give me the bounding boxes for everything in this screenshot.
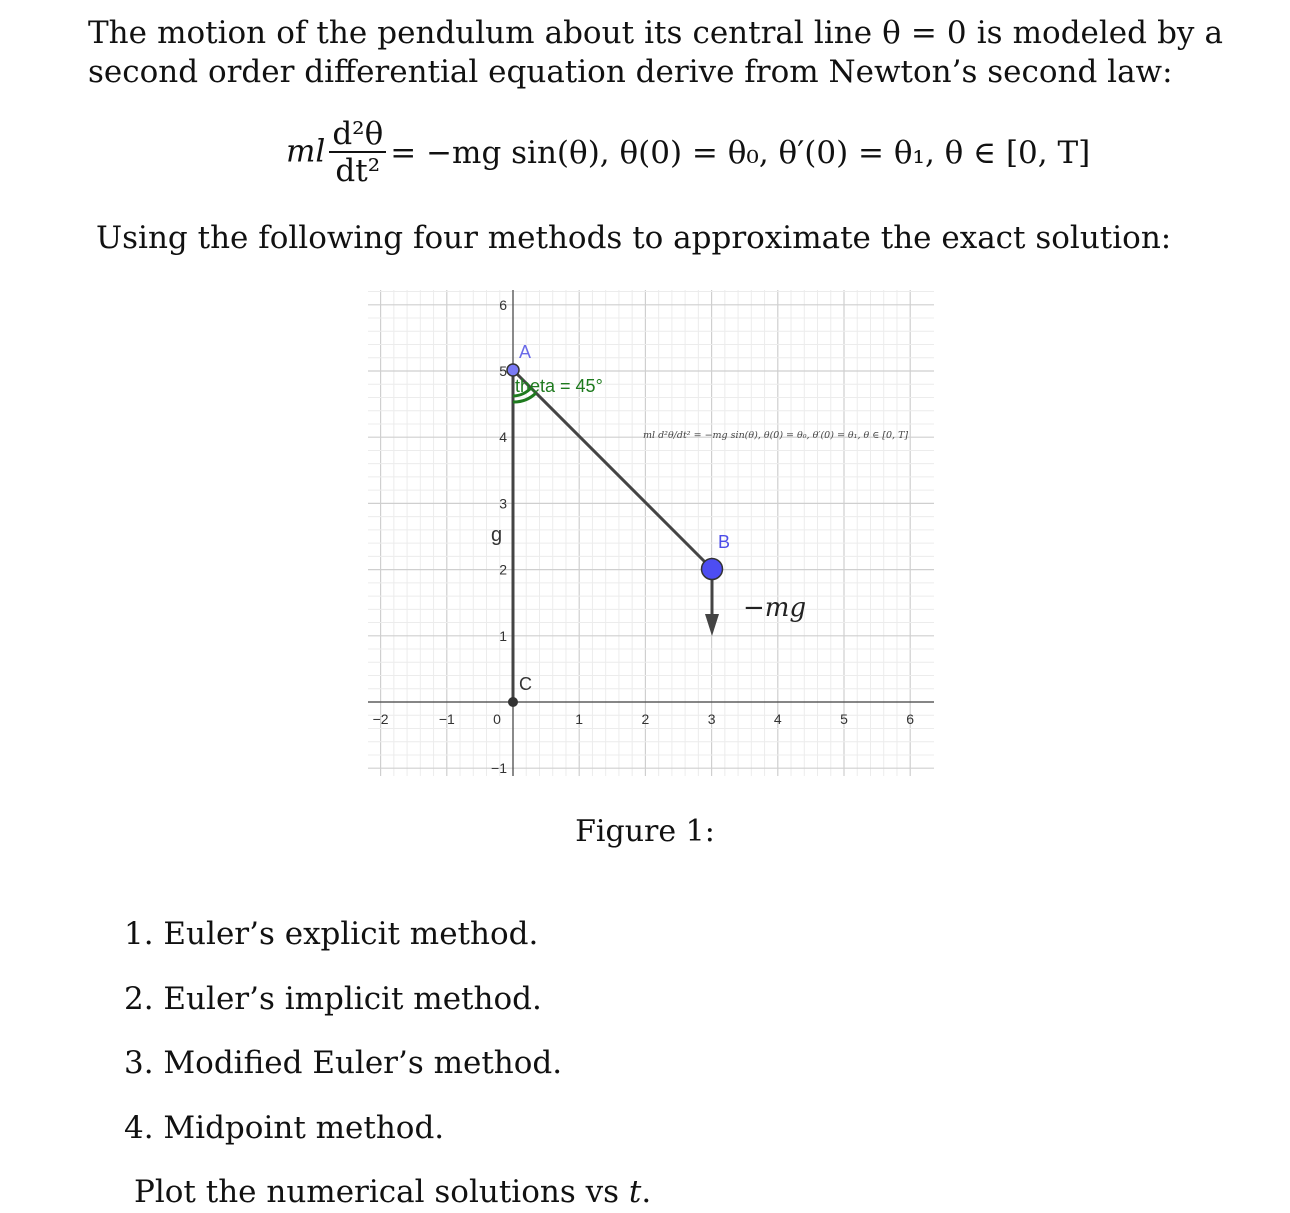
- x-tick-label: 1: [575, 711, 584, 727]
- pendulum-diagram: [362, 287, 938, 777]
- y-tick-label: 1: [499, 627, 507, 644]
- pendulum-figure: [362, 287, 938, 777]
- fraction-numerator: d²θ: [329, 117, 386, 153]
- mini-equation-label: ml d²θ/dt² = −mg sin(θ), θ(0) = θ₀, θ′(0) = θ₁, θ ∈ [0, T]: [643, 430, 909, 441]
- governing-equation: [0, 117, 1290, 197]
- point-b-bob: [702, 559, 723, 580]
- intro-paragraph: The motion of the pendulum about its central line θ = 0 is modeled by a second order differential equation derive from Newton’s second law:: [88, 15, 1223, 90]
- y-tick-label: −1: [491, 760, 507, 777]
- method-item: 1. Euler’s explicit method.: [124, 916, 539, 952]
- gravity-arrow-head: [705, 614, 719, 636]
- x-tick-label: 2: [641, 711, 650, 727]
- second-derivative-fraction: [329, 117, 386, 189]
- x-tick-label: 0: [493, 711, 501, 727]
- angle-label: theta = 45°: [515, 376, 603, 396]
- y-tick-label: 3: [499, 495, 507, 512]
- methods-list: [124, 911, 562, 1169]
- grid-lines: [368, 290, 934, 776]
- fraction-denominator: dt²: [335, 153, 381, 189]
- pendulum-rod: [513, 370, 712, 569]
- equation-rhs: = −mg sin(θ), θ(0) = θ₀, θ′(0) = θ₁, θ ∈ [0, T]: [390, 135, 1091, 171]
- closing-end: .: [641, 1174, 652, 1210]
- y-tick-label: 4: [499, 429, 507, 446]
- point-b-label: B: [718, 532, 731, 552]
- figure-caption: Figure 1:: [575, 814, 715, 849]
- x-tick-label: 3: [707, 711, 716, 727]
- point-a-marker: [507, 364, 519, 376]
- method-item: 4. Midpoint method.: [124, 1109, 445, 1146]
- closing-instruction: [134, 1172, 651, 1212]
- point-a-label: A: [519, 342, 532, 362]
- point-c-marker: [508, 697, 518, 707]
- gravity-label: g: [491, 524, 503, 546]
- method-item: 3. Modified Euler’s method.: [124, 1045, 563, 1081]
- y-tick-label: 5: [499, 363, 507, 379]
- point-c-label: C: [519, 674, 532, 694]
- x-tick-labels: [373, 711, 915, 727]
- y-tick-label: 6: [499, 296, 507, 313]
- x-tick-label: −1: [438, 711, 455, 727]
- closing-text: Plot the numerical solutions vs: [134, 1174, 629, 1210]
- x-tick-label: 4: [773, 711, 782, 727]
- method-item: 2. Euler’s implicit method.: [124, 980, 542, 1017]
- methods-intro: Using the following four methods to approximate the exact solution:: [96, 220, 1172, 256]
- x-tick-label: 5: [840, 711, 848, 727]
- x-tick-label: −2: [372, 711, 389, 727]
- x-tick-label: 6: [906, 711, 915, 727]
- force-label: −mg: [743, 593, 807, 623]
- closing-variable: t: [628, 1174, 642, 1210]
- equation-lhs-coefficient: ml: [286, 133, 326, 170]
- y-tick-label: 2: [499, 561, 507, 578]
